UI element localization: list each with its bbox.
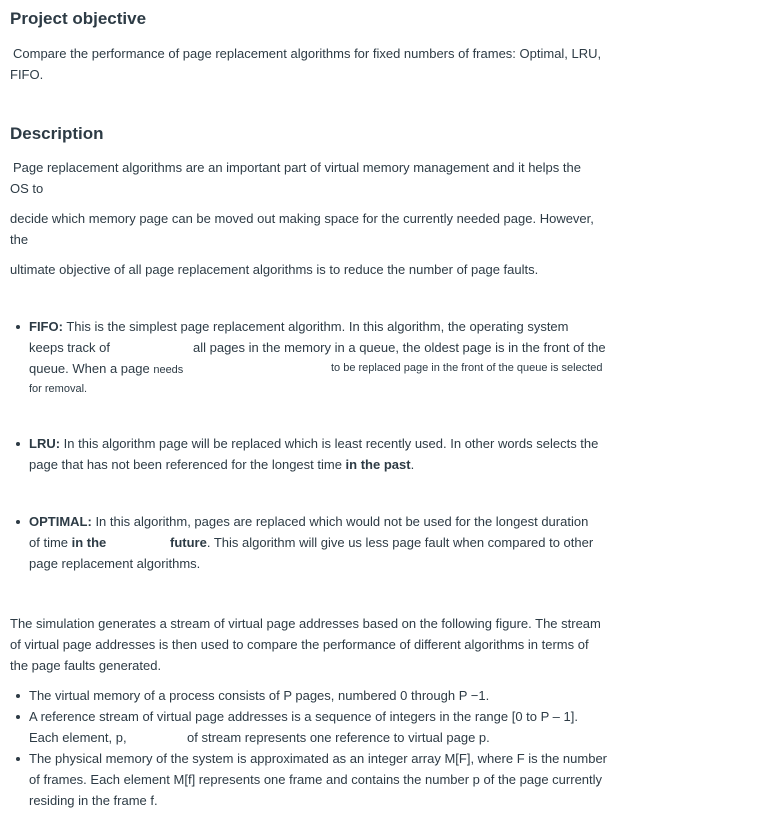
bullet-dot: [16, 325, 20, 329]
objective-heading: Project objective: [10, 9, 147, 28]
optimal-line2b: future. This algorithm will give us less page fault when compared to other: [170, 535, 594, 550]
description-p1-line1: Page replacement algorithms are an important part of virtual memory management and it helps the: [13, 160, 581, 175]
simulation-item-3-line2: of frames. Each element M[f] represents one frame and contains the number p of the page currently: [29, 772, 603, 787]
description-p1-line2: OS to: [10, 181, 44, 196]
simulation-item-3-line1: The physical memory of the system is approximated as an integer array M[F], where F is the number: [29, 751, 608, 766]
simulation-item-2-line2a: Each element, p,: [29, 730, 127, 745]
simulation-line1: The simulation generates a stream of virtual page addresses based on the following figure. The stream: [10, 616, 601, 631]
fifo-line2a: keeps track of: [29, 340, 110, 355]
fifo-line2b: all pages in the memory in a queue, the oldest page is in the front of the: [193, 340, 606, 355]
fifo-line3b: to be replaced page in the front of the queue is selected: [331, 362, 603, 374]
fifo-line1: FIFO: This is the simplest page replacement algorithm. In this algorithm, the operating system: [29, 319, 569, 334]
optimal-label: OPTIMAL:: [29, 514, 92, 529]
description-heading: Description: [10, 124, 104, 143]
simulation-item-3-line3: residing in the frame f.: [29, 793, 158, 808]
objective-text-line2: FIFO.: [10, 67, 44, 82]
bullet-dot: [16, 442, 20, 446]
description-p2-line1: decide which memory page can be moved out making space for the currently needed page. However,: [10, 211, 594, 226]
description-p2-line2: the: [10, 232, 29, 247]
lru-line2: page that has not been referenced for the longest time in the past.: [29, 457, 415, 472]
simulation-item-2-line1: A reference stream of virtual page addresses is a sequence of integers in the range [0 to P – 1].: [29, 709, 578, 724]
fifo-line3a: queue. When a page needs: [29, 361, 184, 376]
bullet-dot: [16, 715, 20, 719]
simulation-line3: the page faults generated.: [10, 658, 162, 673]
bullet-dot: [16, 520, 20, 524]
simulation-line2: of virtual page addresses is then used to compare the performance of different algorithms in terms of: [10, 637, 589, 652]
objective-text-line1: Compare the performance of page replacement algorithms for fixed numbers of frames: Optimal, LRU,: [13, 46, 602, 61]
fifo-line4: for removal.: [29, 383, 88, 395]
description-p3: ultimate objective of all page replacement algorithms is to reduce the number of page faults.: [10, 262, 539, 277]
fifo-label: FIFO:: [29, 319, 63, 334]
optimal-line1: OPTIMAL: In this algorithm, pages are replaced which would not be used for the longest duration: [29, 514, 589, 529]
simulation-item-2-line2b: of stream represents one reference to virtual page p.: [187, 730, 490, 745]
simulation-item-1-line1: The virtual memory of a process consists of P pages, numbered 0 through P −1.: [29, 688, 490, 703]
lru-label: LRU:: [29, 436, 61, 451]
lru-line1: LRU: In this algorithm page will be replaced which is least recently used. In other words selects the: [29, 436, 599, 451]
bullet-dot: [16, 757, 20, 761]
optimal-line3: page replacement algorithms.: [29, 556, 201, 571]
bullet-dot: [16, 694, 20, 698]
optimal-line2a: of time in the: [29, 535, 107, 550]
